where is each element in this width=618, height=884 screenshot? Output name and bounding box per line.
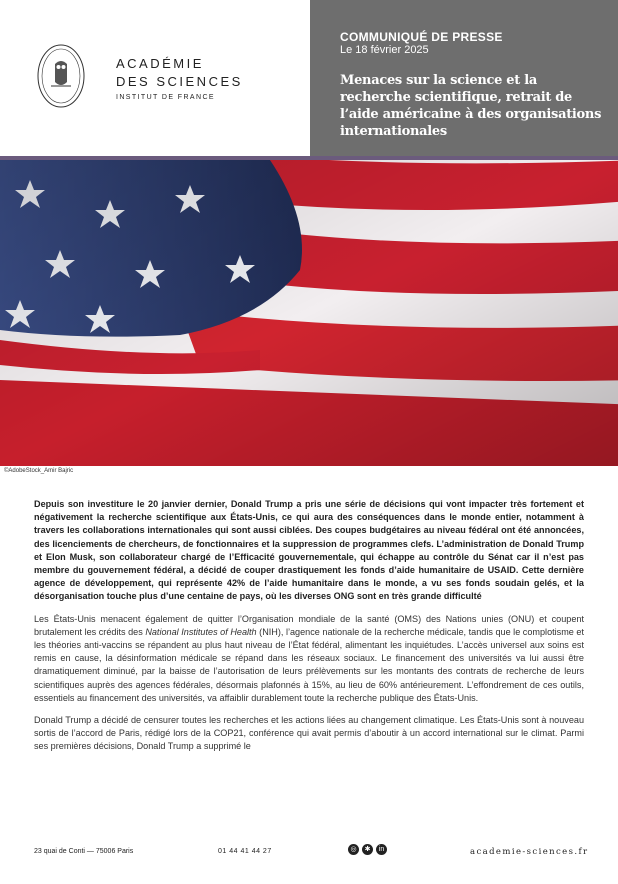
image-credit: ©AdobeStock_Amir Bajric xyxy=(4,468,74,474)
paragraph-2-text-end: (NIH), l’agence nationale de la recherche médicale, tandis que le complotisme et les théories anti-vaccins se répandent au plus haut niveau de l’État fédéral, alimentant les inquiétudes. L’accès universel aux soins est remis en cause, la désinformation médicale se répand dans les réseaux sociaux. Le financement des universités va lui aussi être dramatiquement diminué, par la baisse de l’autorisation de leurs prélèvements sur les montants des contrats de recherche de leurs scientifiques auprès des agences fédérales, désormais plafonnés à 15%, au lieu de 60% antérieurement. L’effondrement de ces outils, essentiels au financement des universités, va affaiblir durablement toute la recherche publique des États-Unis. xyxy=(34,626,584,703)
instagram-icon[interactable]: ◎ xyxy=(348,844,359,855)
logo-area[interactable] xyxy=(0,0,310,160)
bluesky-icon[interactable]: ✱ xyxy=(362,844,373,855)
article-body xyxy=(34,498,584,763)
press-release-date: Le 18 février 2025 xyxy=(340,44,429,56)
paragraph-2-text-start: Les États-Unis menacent également de quitter l’Organisation mondiale de la santé (OMS) des Nations unies (ONU) et coupent brutalement les crédits des xyxy=(34,613,584,637)
academy-name-line1: ACADÉMIE xyxy=(116,56,204,71)
footer-address: 23 quai de Conti — 75006 Paris xyxy=(34,848,134,855)
paragraph-2 xyxy=(34,613,584,705)
flag-image xyxy=(0,160,618,466)
header xyxy=(0,0,618,160)
social-icons xyxy=(348,844,387,855)
academy-name-line2: DES SCIENCES xyxy=(116,74,243,89)
press-release-label: COMMUNIQUÉ DE PRESSE xyxy=(340,30,503,44)
footer-phone[interactable]: 01 44 41 44 27 xyxy=(218,848,272,855)
press-release-headline: Menaces sur la science et la recherche scientifique, retrait de l’aide américaine à des organisations internationales xyxy=(340,73,602,139)
website-link[interactable]: academie-sciences.fr xyxy=(470,847,589,857)
lead-paragraph: Depuis son investiture le 20 janvier dernier, Donald Trump a pris une série de décisions qui vont impacter très fortement et négativement la recherche scientifique aux États-Unis, ce qui aura des conséquences dans le monde entier, notamment à travers les collaborations internationales qui sont aussi ciblées. Des coupes budgétaires au niveau fédéral ont été annoncées, des licenciements de chercheurs, de fonctionnaires et la suppression de programmes clefs. L’administration de Donald Trump et Elon Musk, son collaborateur chargé de l’Efficacité gouvernementale, qui échappe au contrôle du Sénat car il n’est pas membre du gouvernement fédéral, a décidé de couper drastiquement les fonds d’aide humanitaire de USAID. Cette dernière agence de développement, qui représente 42% de l’aide humanitaire dans le monde, a vu ses fonds soudain gelés, et la désorganisation touche plus d’une centaine de pays, où les diverses ONG sont en très grande difficulté xyxy=(34,499,584,602)
press-release-panel xyxy=(310,0,618,160)
paragraph-3: Donald Trump a décidé de censurer toutes les recherches et les actions liées au changement climatique. Les États-Unis sont à nouveau sortis de l’accord de Paris, rédigé lors de la COP21, conférence qui avait permis d’aboutir à un accord international sur le climat. Parmi ses premières décisions, Donald Trump a supprimé le xyxy=(34,715,584,752)
footer xyxy=(0,842,618,862)
flag-of-usa-icon xyxy=(0,160,618,466)
linkedin-icon[interactable]: in xyxy=(376,844,387,855)
academy-seal-icon xyxy=(36,42,86,110)
academy-subtitle: INSTITUT DE FRANCE xyxy=(116,94,215,101)
nih-name: National Institutes of Health xyxy=(145,626,257,637)
